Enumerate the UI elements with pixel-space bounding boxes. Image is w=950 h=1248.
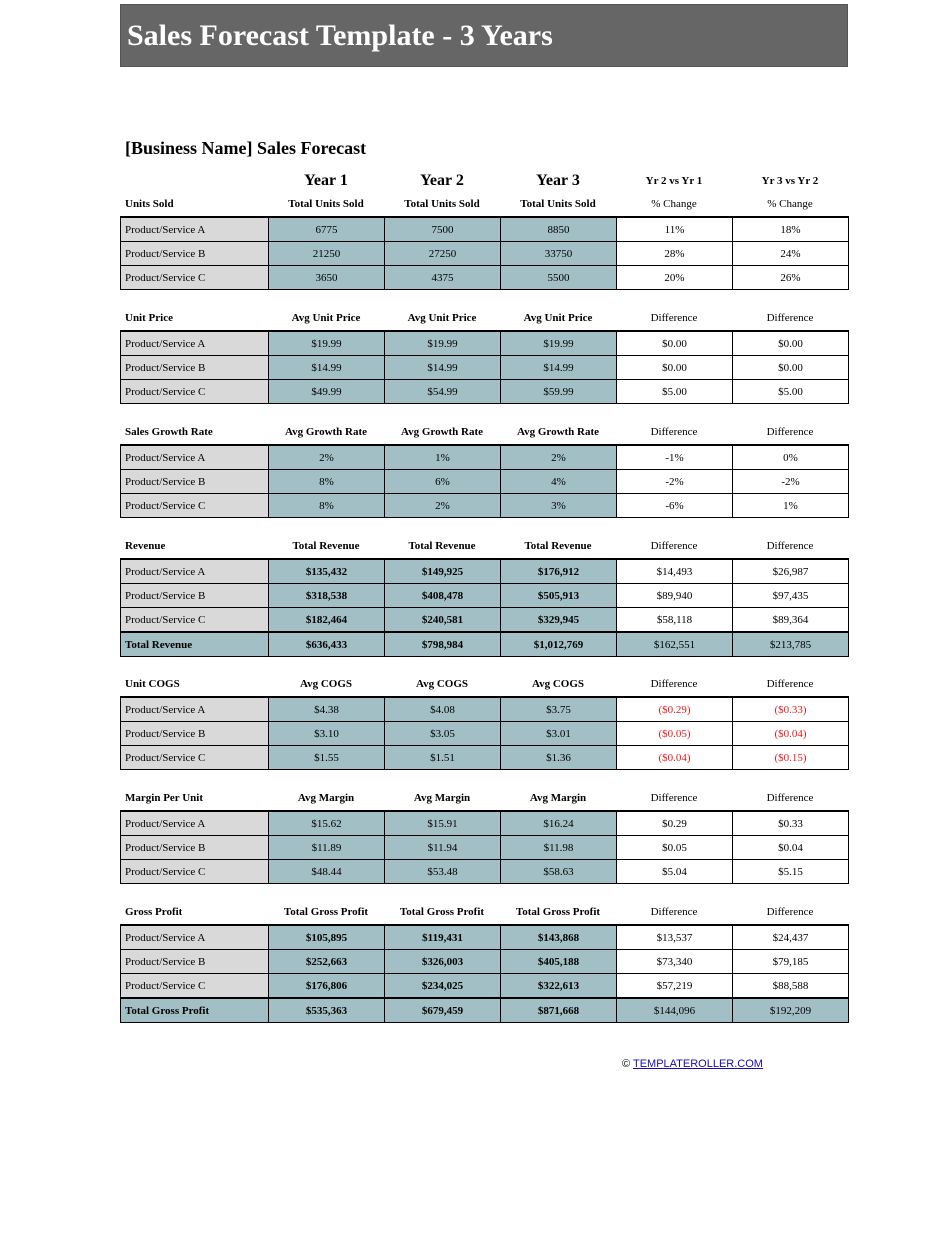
section-header: [120, 420, 848, 444]
value-cell: $53.48: [385, 860, 501, 884]
section-label: Revenue: [125, 540, 166, 552]
section-header: [120, 534, 848, 558]
row-label: Product/Service A: [121, 331, 269, 356]
difference-cell: ($0.33): [733, 697, 849, 722]
difference-cell: $24,437: [733, 925, 849, 950]
value-cell: $11.98: [501, 836, 617, 860]
value-cell: $48.44: [269, 860, 385, 884]
difference-cell: $0.05: [617, 836, 733, 860]
table-row: [121, 380, 849, 404]
value-cell: 2%: [385, 494, 501, 518]
section-table: [120, 330, 849, 404]
value-cell: $3.75: [501, 697, 617, 722]
column-header: Total Gross Profit: [399, 906, 485, 918]
difference-cell: $144,096: [617, 998, 733, 1023]
value-cell: $4.08: [385, 697, 501, 722]
difference-cell: $0.00: [733, 331, 849, 356]
value-cell: $318,538: [269, 584, 385, 608]
table-row: [121, 470, 849, 494]
value-cell: 7500: [385, 217, 501, 242]
difference-cell: $5.15: [733, 860, 849, 884]
footer: [622, 1058, 763, 1070]
column-header: Total Gross Profit: [515, 906, 601, 918]
table-row: [121, 217, 849, 242]
table-row: [121, 584, 849, 608]
table-row: [121, 494, 849, 518]
difference-cell: ($0.15): [733, 746, 849, 770]
difference-cell: $0.00: [617, 331, 733, 356]
table-row: [121, 608, 849, 633]
section-header: [120, 306, 848, 330]
section-label: Unit COGS: [125, 678, 180, 690]
difference-cell: -6%: [617, 494, 733, 518]
value-cell: $3.01: [501, 722, 617, 746]
value-cell: $252,663: [269, 950, 385, 974]
column-header: Avg Growth Rate: [400, 426, 484, 438]
row-label: Product/Service A: [121, 697, 269, 722]
value-cell: $143,868: [501, 925, 617, 950]
difference-cell: $14,493: [617, 559, 733, 584]
value-cell: 5500: [501, 266, 617, 290]
column-header: Difference: [650, 906, 698, 918]
section-label: Unit Price: [125, 312, 173, 324]
table-row: [121, 950, 849, 974]
value-cell: 33750: [501, 242, 617, 266]
section-margin-per-unit: [120, 786, 848, 884]
row-label: Product/Service C: [121, 746, 269, 770]
section-revenue: [120, 534, 848, 657]
column-header: Avg Unit Price: [407, 312, 477, 324]
table-row: [121, 836, 849, 860]
table-row: [121, 266, 849, 290]
difference-cell: $88,588: [733, 974, 849, 999]
page-title: Sales Forecast Template - 3 Years: [127, 19, 553, 52]
year-2-header: Year 2: [420, 172, 464, 189]
column-header: Total Units Sold: [404, 198, 480, 210]
value-cell: 1%: [385, 445, 501, 470]
section-label: Sales Growth Rate: [125, 426, 213, 438]
value-cell: 4375: [385, 266, 501, 290]
difference-cell: $0.00: [617, 356, 733, 380]
table-row: [121, 559, 849, 584]
column-header: Total Gross Profit: [283, 906, 369, 918]
table-row: [121, 242, 849, 266]
difference-cell: $0.00: [733, 356, 849, 380]
difference-cell: $0.33: [733, 811, 849, 836]
difference-cell: $0.29: [617, 811, 733, 836]
value-cell: 6775: [269, 217, 385, 242]
value-cell: $19.99: [501, 331, 617, 356]
difference-cell: ($0.04): [617, 746, 733, 770]
table-row: [121, 356, 849, 380]
value-cell: 21250: [269, 242, 385, 266]
value-cell: 27250: [385, 242, 501, 266]
difference-cell: $58,118: [617, 608, 733, 633]
row-label: Product/Service A: [121, 925, 269, 950]
column-header: Difference: [766, 540, 814, 552]
column-header: % Change: [767, 198, 813, 210]
total-row: [121, 998, 849, 1023]
row-label: Product/Service B: [121, 836, 269, 860]
column-header: Total Units Sold: [288, 198, 364, 210]
difference-cell: 20%: [617, 266, 733, 290]
difference-cell: $5.04: [617, 860, 733, 884]
difference-cell: $57,219: [617, 974, 733, 999]
value-cell: $135,432: [269, 559, 385, 584]
difference-cell: $0.04: [733, 836, 849, 860]
value-cell: $14.99: [385, 356, 501, 380]
row-label: Total Gross Profit: [121, 998, 269, 1023]
year-header-row: [120, 170, 848, 192]
column-header: Total Revenue: [408, 540, 476, 552]
column-header: Avg COGS: [531, 678, 585, 690]
value-cell: 6%: [385, 470, 501, 494]
value-cell: $535,363: [269, 998, 385, 1023]
section-table: [120, 558, 849, 657]
yr2-vs-yr1-header: Yr 2 vs Yr 1: [645, 175, 703, 187]
value-cell: 2%: [269, 445, 385, 470]
column-header: Difference: [766, 312, 814, 324]
column-header: % Change: [651, 198, 697, 210]
row-label: Product/Service B: [121, 722, 269, 746]
value-cell: $119,431: [385, 925, 501, 950]
column-header: Difference: [766, 426, 814, 438]
section-table: [120, 924, 849, 1023]
value-cell: $871,668: [501, 998, 617, 1023]
section-label: Margin Per Unit: [125, 792, 204, 804]
title-banner: [120, 4, 848, 67]
section-unit-cogs: [120, 672, 848, 770]
value-cell: $3.10: [269, 722, 385, 746]
year-1-header: Year 1: [304, 172, 348, 189]
total-row: [121, 632, 849, 657]
difference-cell: $73,340: [617, 950, 733, 974]
value-cell: $326,003: [385, 950, 501, 974]
value-cell: $15.91: [385, 811, 501, 836]
yr3-vs-yr2-header: Yr 3 vs Yr 2: [761, 175, 819, 187]
table-row: [121, 860, 849, 884]
value-cell: $4.38: [269, 697, 385, 722]
section-header: [120, 786, 848, 810]
column-header: Difference: [650, 312, 698, 324]
section-gross-profit: [120, 900, 848, 1023]
difference-cell: -1%: [617, 445, 733, 470]
value-cell: $405,188: [501, 950, 617, 974]
section-header: [120, 672, 848, 696]
row-label: Product/Service C: [121, 608, 269, 633]
value-cell: $3.05: [385, 722, 501, 746]
column-header: Avg Margin: [529, 792, 587, 804]
value-cell: $798,984: [385, 632, 501, 657]
row-label: Product/Service C: [121, 860, 269, 884]
table-row: [121, 925, 849, 950]
difference-cell: $162,551: [617, 632, 733, 657]
value-cell: $54.99: [385, 380, 501, 404]
value-cell: $329,945: [501, 608, 617, 633]
value-cell: $58.63: [501, 860, 617, 884]
row-label: Total Revenue: [121, 632, 269, 657]
row-label: Product/Service A: [121, 559, 269, 584]
value-cell: $505,913: [501, 584, 617, 608]
value-cell: $11.94: [385, 836, 501, 860]
value-cell: $1.55: [269, 746, 385, 770]
value-cell: $19.99: [385, 331, 501, 356]
value-cell: 8%: [269, 494, 385, 518]
table-row: [121, 722, 849, 746]
column-header: Total Revenue: [524, 540, 592, 552]
difference-cell: 28%: [617, 242, 733, 266]
row-label: Product/Service B: [121, 242, 269, 266]
section-label: Gross Profit: [125, 906, 183, 918]
value-cell: 8850: [501, 217, 617, 242]
column-header: Difference: [766, 906, 814, 918]
column-header: Difference: [650, 678, 698, 690]
templateroller-link[interactable]: TEMPLATEROLLER.COM: [632, 1058, 763, 1070]
row-label: Product/Service C: [121, 380, 269, 404]
row-label: Product/Service C: [121, 494, 269, 518]
section-header: [120, 192, 848, 216]
value-cell: 8%: [269, 470, 385, 494]
row-label: Product/Service B: [121, 470, 269, 494]
column-header: Avg Growth Rate: [516, 426, 600, 438]
column-header: Avg Margin: [297, 792, 355, 804]
row-label: Product/Service A: [121, 445, 269, 470]
difference-cell: $192,209: [733, 998, 849, 1023]
value-cell: $149,925: [385, 559, 501, 584]
section-table: [120, 810, 849, 884]
value-cell: $49.99: [269, 380, 385, 404]
difference-cell: $97,435: [733, 584, 849, 608]
section-unit-price: [120, 306, 848, 404]
difference-cell: -2%: [733, 470, 849, 494]
row-label: Product/Service B: [121, 950, 269, 974]
value-cell: $11.89: [269, 836, 385, 860]
difference-cell: $26,987: [733, 559, 849, 584]
column-header: Avg COGS: [415, 678, 469, 690]
value-cell: $679,459: [385, 998, 501, 1023]
column-header: Total Revenue: [292, 540, 360, 552]
difference-cell: 24%: [733, 242, 849, 266]
value-cell: $1,012,769: [501, 632, 617, 657]
value-cell: 4%: [501, 470, 617, 494]
section-units-sold: [120, 192, 848, 290]
value-cell: $59.99: [501, 380, 617, 404]
row-label: Product/Service C: [121, 974, 269, 999]
value-cell: $14.99: [501, 356, 617, 380]
table-row: [121, 746, 849, 770]
table-row: [121, 331, 849, 356]
table-row: [121, 811, 849, 836]
value-cell: $240,581: [385, 608, 501, 633]
section-header: [120, 900, 848, 924]
value-cell: 3650: [269, 266, 385, 290]
difference-cell: $213,785: [733, 632, 849, 657]
difference-cell: 26%: [733, 266, 849, 290]
column-header: Difference: [766, 792, 814, 804]
value-cell: $105,895: [269, 925, 385, 950]
section-sales-growth-rate: [120, 420, 848, 518]
row-label: Product/Service C: [121, 266, 269, 290]
column-header: Total Units Sold: [520, 198, 596, 210]
row-label: Product/Service B: [121, 584, 269, 608]
value-cell: $1.36: [501, 746, 617, 770]
column-header: Avg Unit Price: [523, 312, 593, 324]
row-label: Product/Service A: [121, 217, 269, 242]
difference-cell: $79,185: [733, 950, 849, 974]
table-row: [121, 697, 849, 722]
column-header: Avg COGS: [299, 678, 353, 690]
difference-cell: ($0.05): [617, 722, 733, 746]
value-cell: $19.99: [269, 331, 385, 356]
year-3-header: Year 3: [536, 172, 580, 189]
value-cell: 2%: [501, 445, 617, 470]
column-header: Difference: [650, 792, 698, 804]
difference-cell: 18%: [733, 217, 849, 242]
column-header: Avg Margin: [413, 792, 471, 804]
value-cell: $636,433: [269, 632, 385, 657]
forecast-subtitle: [Business Name] Sales Forecast: [125, 138, 367, 158]
value-cell: $176,806: [269, 974, 385, 999]
column-header: Difference: [650, 540, 698, 552]
copyright-symbol: ©: [622, 1058, 631, 1070]
difference-cell: $5.00: [617, 380, 733, 404]
row-label: Product/Service A: [121, 811, 269, 836]
value-cell: $176,912: [501, 559, 617, 584]
table-row: [121, 445, 849, 470]
difference-cell: ($0.04): [733, 722, 849, 746]
row-label: Product/Service B: [121, 356, 269, 380]
value-cell: $1.51: [385, 746, 501, 770]
difference-cell: $13,537: [617, 925, 733, 950]
value-cell: $16.24: [501, 811, 617, 836]
difference-cell: $5.00: [733, 380, 849, 404]
table-row: [121, 974, 849, 999]
section-label: Units Sold: [125, 198, 174, 210]
difference-cell: $89,940: [617, 584, 733, 608]
difference-cell: -2%: [617, 470, 733, 494]
value-cell: $15.62: [269, 811, 385, 836]
value-cell: $182,464: [269, 608, 385, 633]
difference-cell: $89,364: [733, 608, 849, 633]
value-cell: $14.99: [269, 356, 385, 380]
value-cell: $234,025: [385, 974, 501, 999]
value-cell: 3%: [501, 494, 617, 518]
section-table: [120, 696, 849, 770]
column-header: Difference: [766, 678, 814, 690]
section-table: [120, 216, 849, 290]
column-header: Avg Unit Price: [291, 312, 361, 324]
column-header: Difference: [650, 426, 698, 438]
value-cell: $408,478: [385, 584, 501, 608]
column-header: Avg Growth Rate: [284, 426, 368, 438]
difference-cell: 1%: [733, 494, 849, 518]
difference-cell: 0%: [733, 445, 849, 470]
value-cell: $322,613: [501, 974, 617, 999]
section-table: [120, 444, 849, 518]
difference-cell: 11%: [617, 217, 733, 242]
difference-cell: ($0.29): [617, 697, 733, 722]
